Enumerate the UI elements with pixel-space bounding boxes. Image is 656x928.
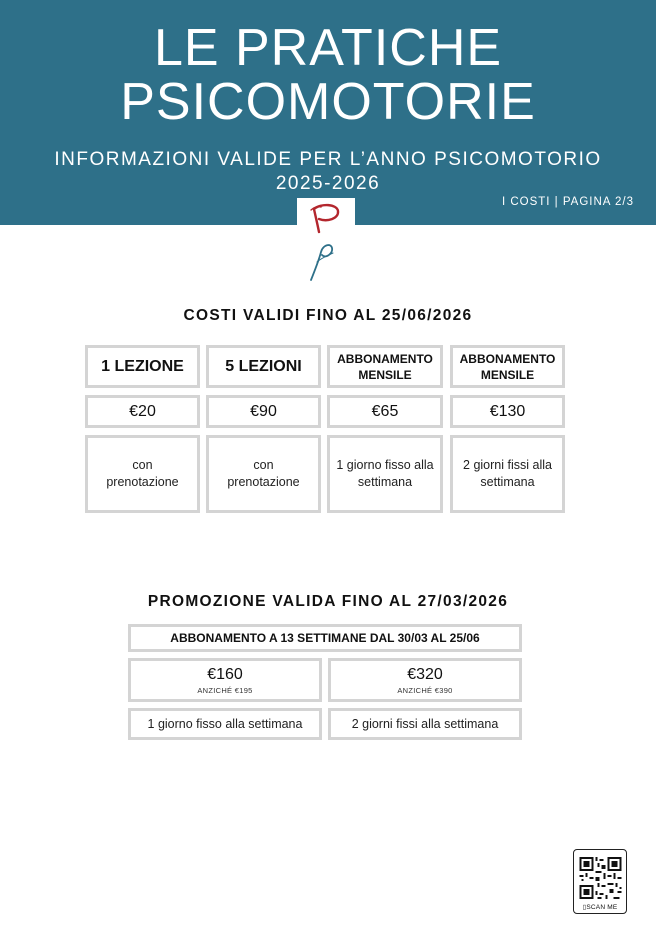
promo-note-1 (128, 708, 322, 740)
cost-header-3 (327, 345, 443, 388)
promo-price-2 (328, 658, 522, 702)
cost-note-text: con prenotazione (227, 458, 300, 489)
promo-subscription-text: ABBONAMENTO A 13 SETTIMANE DAL 30/03 AL 25/06 (170, 631, 480, 645)
promo-price-value: €160 (207, 665, 243, 683)
promo-price-1 (128, 658, 322, 702)
phone-icon: ▯ (582, 904, 587, 911)
cost-header-4 (450, 345, 565, 388)
promo-note-2 (328, 708, 522, 740)
cost-price-value: €65 (371, 402, 399, 420)
subtitle-line2: 2025-2026 (275, 173, 381, 194)
cost-note-text: con prenotazione (106, 458, 179, 489)
qr-scan-label (574, 903, 626, 911)
cost-price-value: €130 (489, 402, 526, 420)
qr-code[interactable] (573, 849, 627, 914)
subtitle-line1: INFORMAZIONI VALIDE PER L’ANNO PSICOMOTORIO (54, 149, 602, 170)
cost-note-text: 1 giorno fisso alla settimana (336, 458, 434, 489)
cost-note-1 (85, 435, 200, 513)
promo-price-value: €320 (407, 665, 443, 683)
cost-note-3 (327, 435, 443, 513)
promo-original-price: ANZICHÉ €390 (397, 685, 453, 695)
cost-note-text: 2 giorni fissi alla settimana (463, 458, 552, 489)
cost-note-4 (450, 435, 565, 513)
cost-header-label: 1 LEZIONE (101, 357, 184, 375)
cost-header-label: 5 LEZIONI (225, 357, 302, 375)
cost-header-1 (85, 345, 200, 388)
cost-price-1 (85, 395, 200, 428)
cost-price-3 (327, 395, 443, 428)
logo-icon (297, 198, 355, 286)
cost-price-value: €90 (250, 402, 277, 420)
promo-original-price: ANZICHÉ €195 (197, 685, 253, 695)
pp-monogram-logo (297, 198, 355, 286)
cost-price-2 (206, 395, 321, 428)
promo-subscription-label (128, 624, 522, 652)
cost-price-4 (450, 395, 565, 428)
cost-header-label: ABBONAMENTO MENSILE (459, 351, 556, 382)
cost-header-2 (206, 345, 321, 388)
cost-note-2 (206, 435, 321, 513)
qr-code-icon (575, 853, 626, 903)
promo-section-title: PROMOZIONE VALIDA FINO AL 27/03/2026 (147, 593, 509, 610)
promo-note-text: 1 giorno fisso alla settimana (147, 716, 303, 731)
qr-scan-text: SCAN ME (586, 904, 618, 911)
costs-section-title: COSTI VALIDI FINO AL 25/06/2026 (183, 307, 473, 324)
header-banner (0, 0, 656, 225)
cost-price-value: €20 (129, 402, 156, 420)
cost-header-label: ABBONAMENTO MENSILE (337, 351, 433, 382)
promo-note-text: 2 giorni fissi alla settimana (351, 716, 499, 731)
page-title-line2: PSICOMOTORIE (120, 73, 536, 131)
page-title-line1: LE PRATICHE (153, 19, 503, 77)
page-indicator: I COSTI | PAGINA 2/3 (501, 196, 634, 208)
